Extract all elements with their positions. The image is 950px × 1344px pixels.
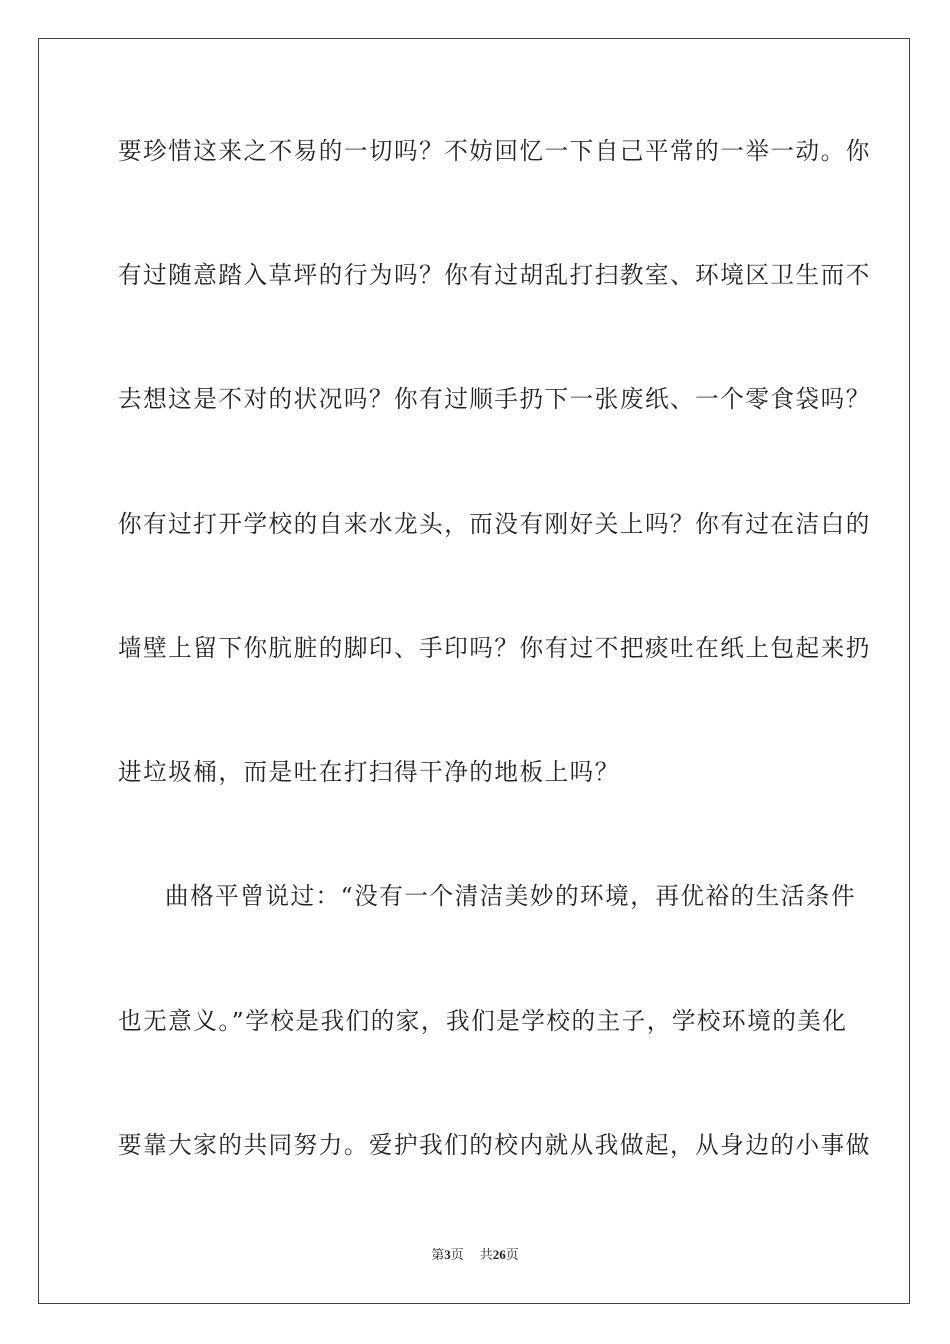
footer-total-suffix: 页	[505, 1248, 519, 1263]
footer-total-pages: 26	[492, 1247, 506, 1262]
text-line-4: 你有过打开学校的自来水龙头，而没有刚好关上吗？你有过在洁白的	[118, 510, 871, 538]
text-line-7: 曲格平曾说过：“没有一个清洁美妙的环境，再优裕的生活条件	[165, 882, 857, 910]
footer-page-number: 3	[444, 1247, 451, 1262]
text-line-3: 去想这是不对的状况吗？你有过顺手扔下一张废纸、一个零食袋吗？	[118, 385, 871, 413]
page-footer	[0, 1246, 950, 1265]
text-line-2: 有过随意踏入草坪的行为吗？你有过胡乱打扫教室、环境区卫生而不	[118, 261, 871, 289]
page-border	[38, 38, 910, 1304]
footer-page-prefix: 第	[431, 1248, 445, 1263]
text-line-1: 要珍惜这来之不易的一切吗？不妨回忆一下自己平常的一举一动。你	[118, 137, 871, 165]
text-line-8: 也无意义。”学校是我们的家，我们是学校的主子，学校环境的美化	[118, 1007, 848, 1035]
text-line-5: 墙壁上留下你肮脏的脚印、手印吗？你有过不把痰吐在纸上包起来扔	[118, 634, 871, 662]
footer-page-suffix: 页	[450, 1248, 464, 1263]
footer-total-prefix: 共	[479, 1248, 493, 1263]
text-line-6: 进垃圾桶，而是吐在打扫得干净的地板上吗？	[118, 758, 620, 786]
text-line-9: 要靠大家的共同努力。爱护我们的校内就从我做起，从身边的小事做	[118, 1131, 871, 1159]
